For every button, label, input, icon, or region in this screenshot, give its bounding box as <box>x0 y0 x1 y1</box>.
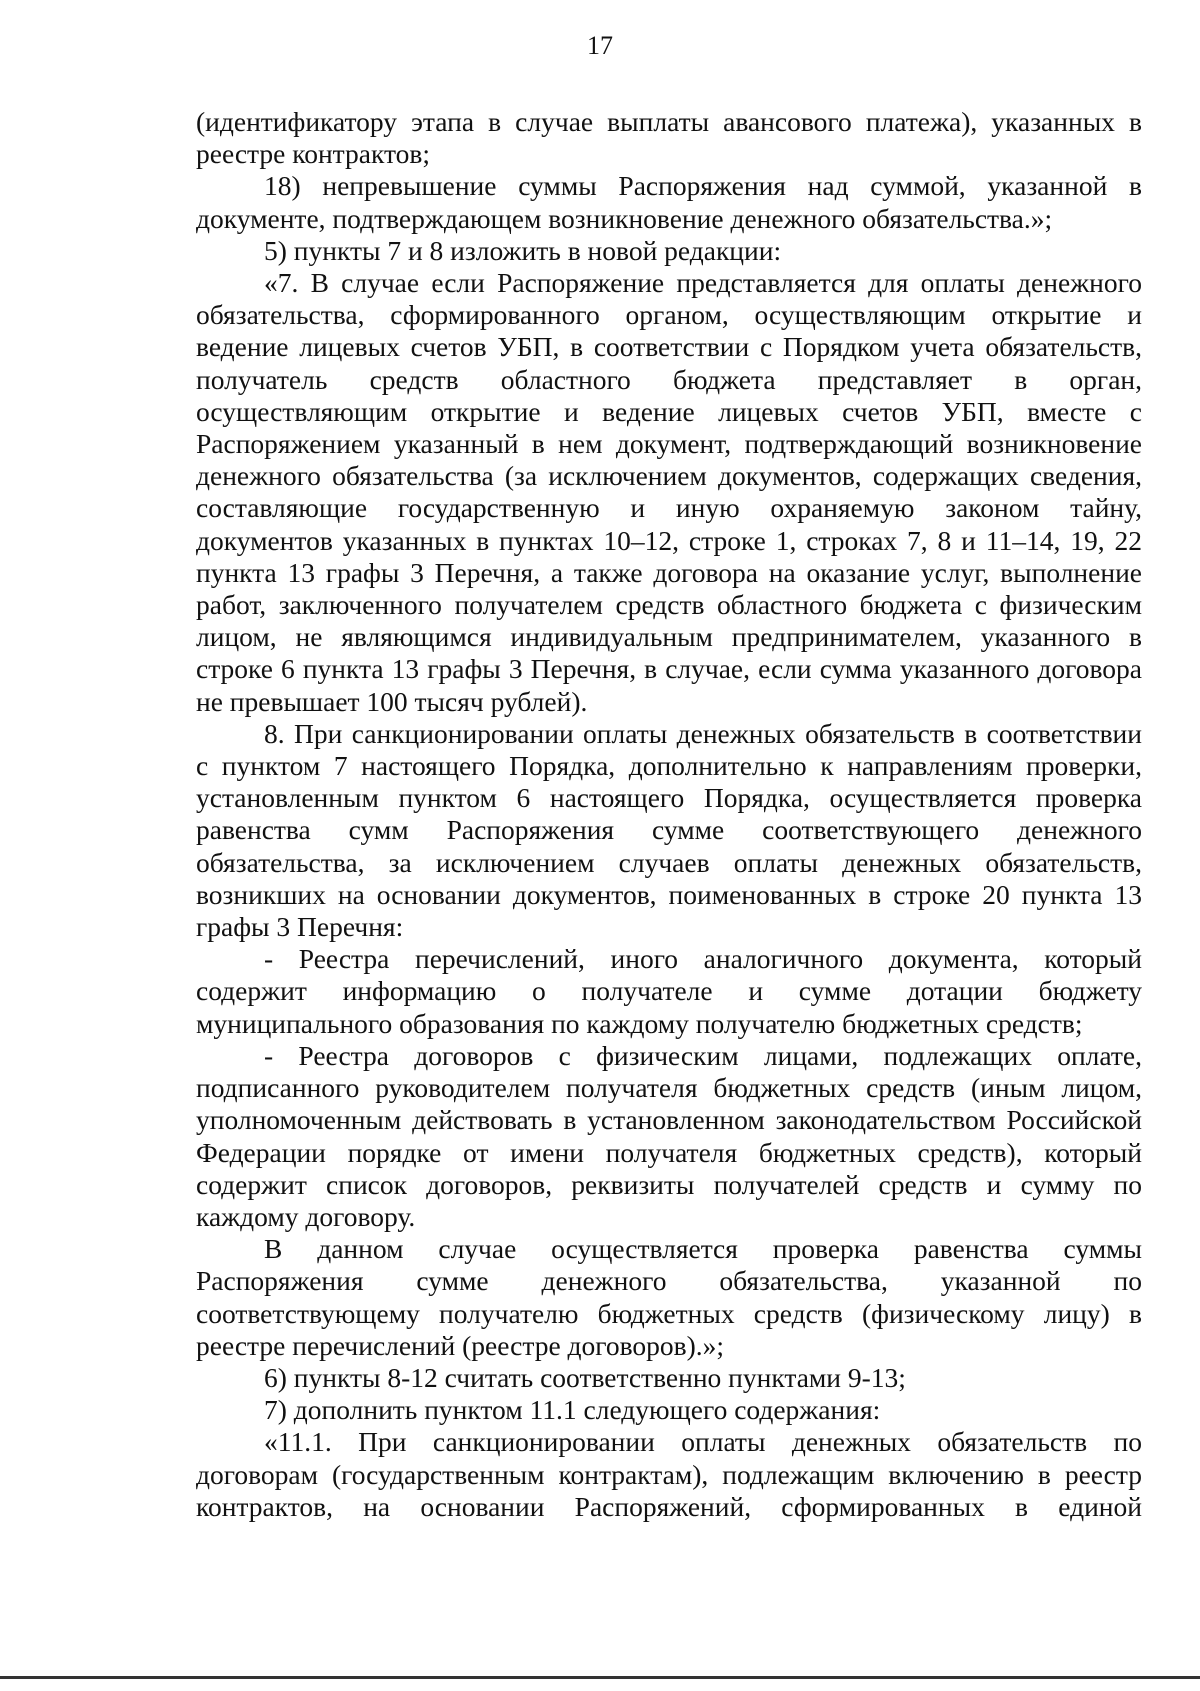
document-body <box>196 106 1142 1523</box>
paragraph-bullet-registry-transfers: - Реестра перечислений, иного аналогичного документа, который содержит информацию о получателе и сумме дотации бюджету муниципального образования по каждому получателю бюджетных средств; <box>196 943 1142 1039</box>
paragraph-clause-8: 8. При санкционировании оплаты денежных обязательств в соответствии с пунктом 7 настоящего Порядка, дополнительно к направлениям проверки, установленным пунктом 6 настоящего Порядка, осуществляется проверка равенства сумм Распоряжения сумме соответствующего денежного обязательства, за исключением случаев оплаты денежных обязательств, возникших на основании документов, поименованных в строке 20 пункта 13 графы 3 Перечня: <box>196 717 1142 943</box>
paragraph-amendment-6: 6) пункты 8-12 считать соответственно пунктами 9-13; <box>264 1361 906 1393</box>
paragraph-bullet-registry-contracts: - Реестра договоров с физическим лицами, подлежащих оплате, подписанного руководителем получателя бюджетных средств (иным лицом, уполномоченным действовать в установленном законодательством Российской Федерации порядке от имени получателя бюджетных средств), который содержит список договоров, реквизиты получателей средств и сумму по каждому договору. <box>196 1039 1142 1232</box>
paragraph-amendment-7: 7) дополнить пунктом 11.1 следующего содержания: <box>264 1394 881 1426</box>
page-number: 17 <box>587 31 613 60</box>
paragraph-continuation: (идентификатору этапа в случае выплаты авансового платежа), указанных в реестре контрактов; <box>196 106 1142 170</box>
page-bottom-rule <box>0 1676 1200 1679</box>
paragraph-item-18: 18) непревышение суммы Распоряжения над суммой, указанной в документе, подтверждающем возникновение денежного обязательства.»; <box>196 170 1142 234</box>
paragraph-equality-check: В данном случае осуществляется проверка равенства суммы Распоряжения сумме денежного обязательства, указанной по соответствующему получателю бюджетных средств (физическому лицу) в реестре перечислений (реестре договоров).»; <box>196 1233 1142 1361</box>
paragraph-amendment-5: 5) пункты 7 и 8 изложить в новой редакции: <box>264 234 782 266</box>
paragraph-clause-7: «7. В случае если Распоряжение представляется для оплаты денежного обязательства, сформированного органом, осуществляющим открытие и ведение лицевых счетов УБП, в соответствии с Порядком учета обязательств, получатель средств областного бюджета представляет в орган, осуществляющим открытие и ведение лицевых счетов УБП, вместе с Распоряжением указанный в нем документ, подтверждающий возникновение денежного обязательства (за исключением документов, содержащих сведения, составляющие государственную и иную охраняемую законом тайну, документов указанных в пунктах 10–12, строке 1, строках 7, 8 и 11–14, 19, 22 пункта 13 графы 3 Перечня, а также договора на оказание услуг, выполнение работ, заключенного получателем средств областного бюджета с физическим лицом, не являющимся индивидуальным предпринимателем, указанного в строке 6 пункта 13 графы 3 Перечня, в случае, если сумма указанного договора не превышает 100 тысяч рублей). <box>196 267 1142 717</box>
paragraph-clause-11-1: «11.1. При санкционировании оплаты денежных обязательств по договорам (государственным контрактам), подлежащим включению в реестр контрактов, на основании Распоряжений, сформированных в единой <box>196 1426 1142 1522</box>
